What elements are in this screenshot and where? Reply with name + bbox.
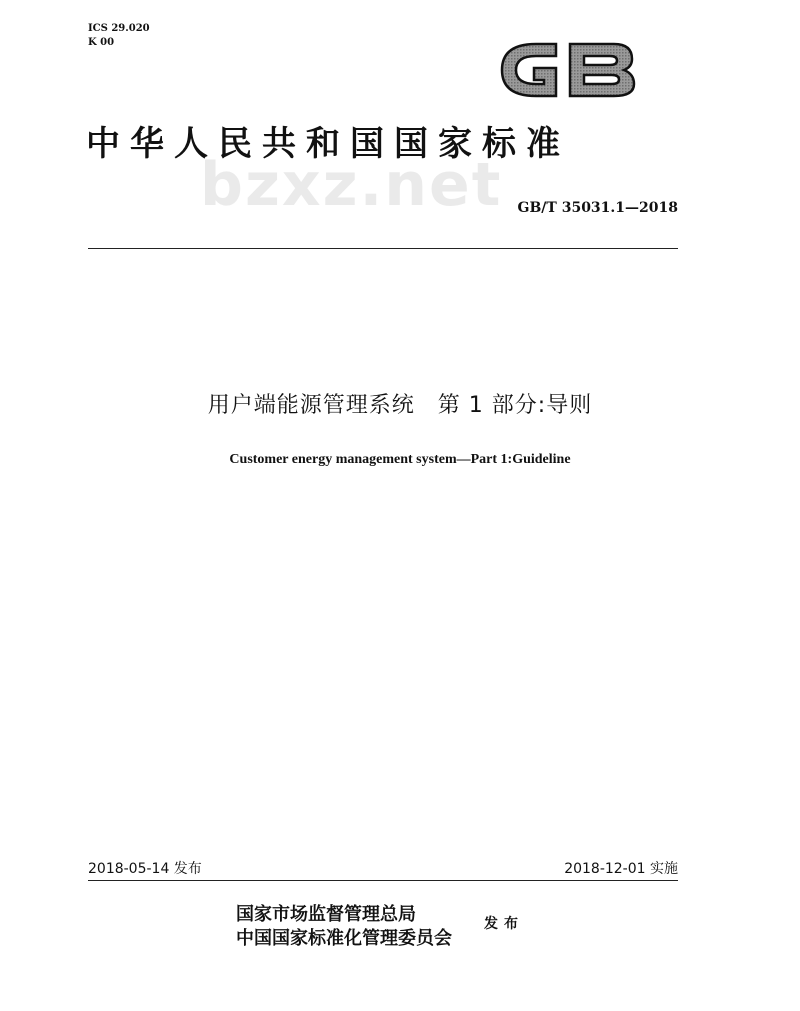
standard-title-english: Customer energy management system—Part 1:Guideline xyxy=(229,452,571,467)
issuing-authorities xyxy=(236,903,452,951)
issuer-sac: 中国国家标准化管理委员会 xyxy=(236,928,452,949)
gb-logo xyxy=(496,34,640,106)
publish-label: 发布 xyxy=(484,916,524,932)
ccs-code: K 00 xyxy=(88,37,115,48)
watermark: bzxz.net xyxy=(200,150,503,220)
standard-title-chinese: 用户端能源管理系统 第 1 部分:导则 xyxy=(207,393,593,418)
gb-logo-icon xyxy=(496,34,640,106)
ics-code: ICS 29.020 xyxy=(88,23,150,34)
top-divider xyxy=(88,248,678,249)
implementation-date: 2018-12-01 实施 xyxy=(564,861,678,877)
classification-codes xyxy=(88,22,150,50)
national-standard-title: 中华人民共和国国家标准 xyxy=(86,124,570,164)
bottom-divider xyxy=(88,880,678,881)
issuer-samr: 国家市场监督管理总局 xyxy=(236,904,416,925)
standard-number: GB/T 35031.1—2018 xyxy=(517,200,678,216)
issue-date: 2018-05-14 发布 xyxy=(88,861,202,877)
